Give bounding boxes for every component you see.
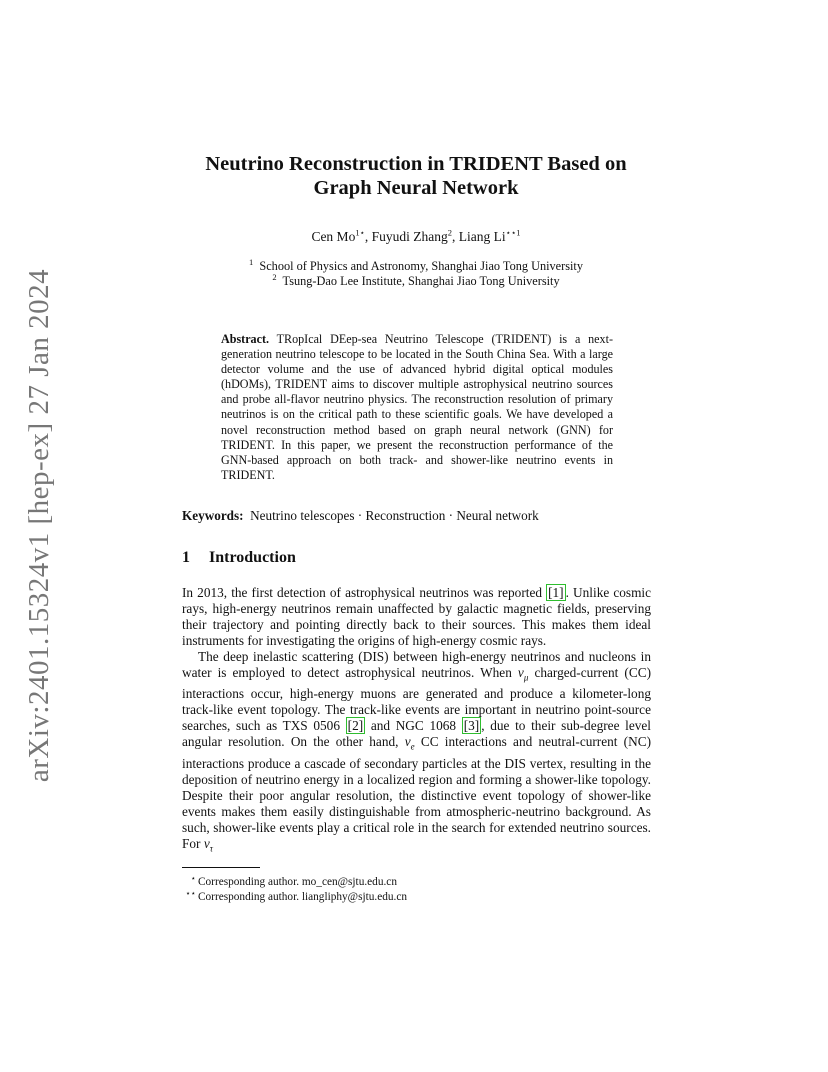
footnote-rule <box>182 867 260 868</box>
footnote-2-mark: ⋆⋆ <box>185 888 196 898</box>
footnote-1-text: Corresponding author. mo_cen@sjtu.edu.cn <box>198 876 397 888</box>
section-title: Introduction <box>209 549 296 566</box>
p1-text-a: In 2013, the first detection of astrophysical neutrinos was reported <box>182 585 542 600</box>
mu-subscript: μ <box>523 672 529 683</box>
footnote-1-mark: ⋆ <box>190 873 196 883</box>
author-2: Fuyudi Zhang <box>371 229 448 244</box>
affiliation-1-text: School of Physics and Astronomy, Shanghai Jiao Tong University <box>259 259 584 273</box>
paragraph-1 <box>182 585 651 649</box>
author-3-affil: ⋆⋆1 <box>505 227 521 238</box>
affiliation-2 <box>150 271 682 289</box>
section-number: 1 <box>182 549 190 566</box>
p2-text-c: and NGC 1068 <box>370 718 457 734</box>
affiliation-1-sup: 1 <box>248 256 254 267</box>
nu-mu-symbol <box>517 664 529 683</box>
author-list: Cen $Mo^{1⋆}$, Fuyudi Zhang$^2$, Liang $Li^{⋆⋆1}$ <box>311 227 521 244</box>
keywords <box>182 508 539 524</box>
introduction-body <box>182 585 651 857</box>
title-line-1: Neutrino Reconstruction in TRIDENT Based on <box>205 153 627 175</box>
arxiv-identifier: arXiv:2401.15324v1 [hep-ex] 27 Jan 2024 <box>23 268 56 782</box>
nu-e-symbol <box>404 734 415 752</box>
p2-text-b: charged-current (CC) interactions occur, high-energy muons are generated and produce a kilometer-long track-like event topology. The track-like events are important in neutrino point-source searches, such as TXS 0506 <box>182 664 652 734</box>
arxiv-sidebar-stamp <box>14 268 66 782</box>
citation-link-3[interactable]: [3] <box>463 718 480 734</box>
citation-link-1[interactable]: [1] <box>548 585 564 600</box>
affiliation-1 <box>150 256 682 274</box>
nu-glyph: ν <box>517 664 524 680</box>
affiliation-2-text: Tsung-Dao Lee Institute, Shanghai Jiao Tong University <box>282 274 560 288</box>
citation-link-2[interactable]: [2] <box>347 718 364 734</box>
footnote-1 <box>182 873 397 888</box>
abstract <box>221 332 613 483</box>
affiliation-2-sup: 2 <box>272 271 277 282</box>
title-line-2: Graph Neural Network <box>313 177 519 199</box>
tau-subscript: τ <box>209 843 213 854</box>
abstract-label: Abstract. <box>221 332 270 346</box>
author-2-affil: 2 <box>447 227 453 238</box>
section-heading-introduction <box>182 549 296 567</box>
footnote-2-text: Corresponding author. liangliphy@sjtu.edu.cn <box>198 891 408 903</box>
p2-text-a: The deep inelastic scattering (DIS) between high-energy neutrinos and nucleons in water is employed to detect astrophysical neutrinos. When <box>182 648 651 680</box>
nu-glyph-2: ν <box>404 734 411 750</box>
paragraph-2 <box>182 649 651 857</box>
footnote-2 <box>182 888 407 903</box>
nu-glyph-3: ν <box>203 835 210 851</box>
author-1-affil: 1⋆ <box>355 227 365 238</box>
e-subscript: e <box>410 741 415 752</box>
paper-title <box>150 152 682 200</box>
author-3: Liang Li <box>458 229 506 244</box>
nu-tau-symbol <box>203 835 213 854</box>
p2-text-e: CC interactions and neutral-current (NC) interactions produce a cascade of secondary particles at the DIS vertex, resulting in the deposition of neutrino energy in a localized region and forming a shower-like topology. Despite their poor angular resolution, the distinctive event topology of shower-like events makes them easily distinguishable from atmospheric-neutrino background. As such, shower-like events play a critical role in the search for extended neutrino sources. For <box>182 734 652 851</box>
abstract-text: TRopIcal DEep-sea Neutrino Telescope (TRIDENT) is a next-generation neutrino telescope to be located in the South China Sea. With a large detector volume and the use of advanced hybrid digital optical modules (hDOMs), TRIDENT aims to discover multiple astrophysical neutrino sources and probe all-flavor neutrino physics. The reconstruction resolution of primary neutrinos is on the critical path to these scientific goals. We have developed a novel reconstruction method based on graph neural network (GNN) for TRIDENT. In this paper, we present the reconstruction performance of the GNN-based approach on both track- and shower-like neutrino events in TRIDENT. <box>221 332 613 482</box>
p1-text-b: . Unlike cosmic rays, high-energy neutrinos remain unaffected by galactic magnetic fields, preserving their trajectory and pointing directly back to their sources. This makes them ideal instruments for investigating the origins of high-energy cosmic rays. <box>182 585 652 648</box>
author-1: Cen Mo <box>311 229 356 244</box>
p2-text-d: , due to their sub-degree level angular resolution. On the other hand, <box>182 718 651 750</box>
keywords-text: Neutrino telescopes · Reconstruction · Neural network <box>250 508 539 523</box>
keywords-label: Keywords: <box>182 508 244 523</box>
